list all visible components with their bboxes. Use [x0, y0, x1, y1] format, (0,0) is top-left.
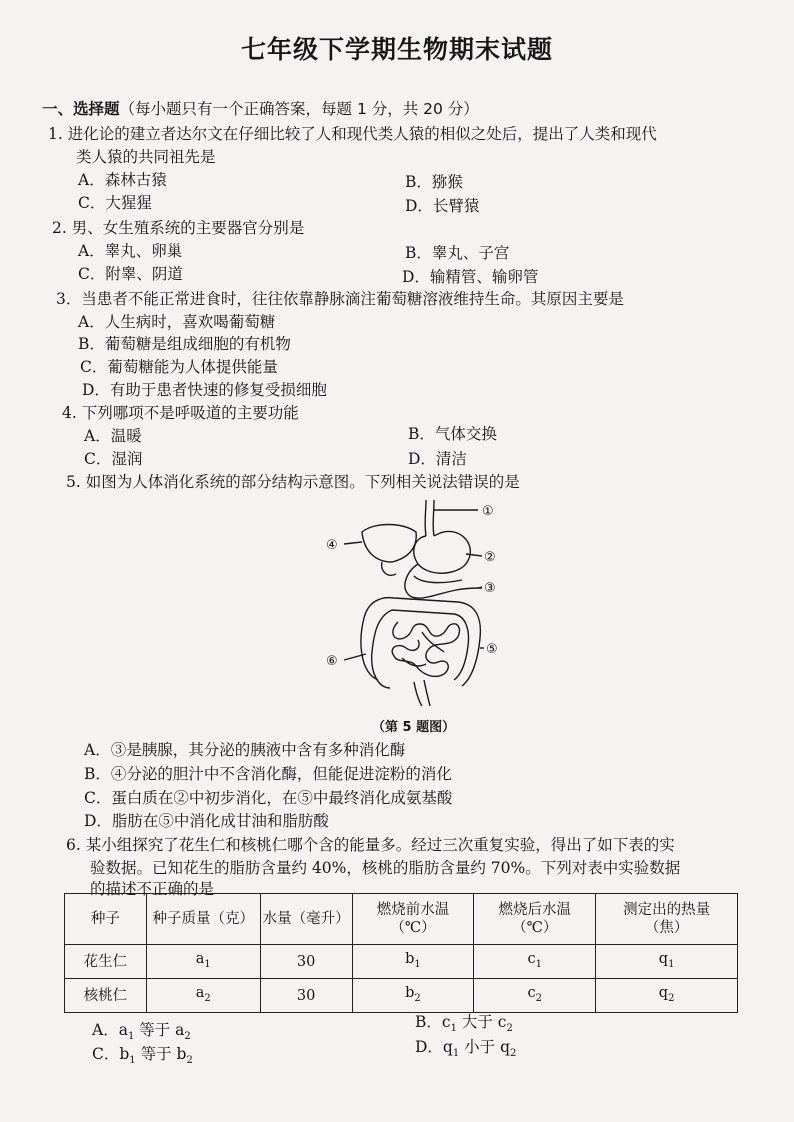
label-6: ⑥ [326, 654, 338, 669]
q4-option-b: B．气体交换 [408, 425, 497, 443]
table-cell: 30 [260, 945, 352, 979]
q4-option-d: D．清洁 [408, 450, 467, 468]
q2-option-a: A．睾丸、卵巢 [78, 242, 183, 260]
q6-option-d: D．$q_1$ 小于 $q_2$ [415, 1038, 517, 1060]
q5-option-a: A．③是胰腺，其分泌的胰液中含有多种消化酶 [84, 741, 406, 759]
table-row [65, 979, 738, 1013]
q2-option-c: C．附睾、阴道 [78, 265, 183, 283]
label-3: ③ [484, 581, 496, 596]
q6-stem-line3: 的描述不正确的是 [90, 880, 215, 898]
table-cell: $c_1$ [474, 945, 596, 979]
q4-option-c: C．湿润 [84, 450, 143, 468]
q2-option-b: B．睾丸、子宫 [405, 244, 510, 262]
table-cell: 核桃仁 [65, 979, 147, 1013]
q1-option-d: D．长臂猿 [405, 197, 480, 215]
page-title: 七年级下学期生物期末试题 [240, 35, 553, 64]
table-row [65, 945, 738, 979]
q5-option-c: C．蛋白质在②中初步消化，在⑤中最终消化成氨基酸 [84, 789, 453, 807]
q1-option-a: A．森林古猿 [78, 171, 167, 189]
q5-option-d: D．脂肪在⑤中消化成甘油和脂肪酸 [84, 812, 329, 830]
experiment-table [64, 893, 738, 1013]
header-cell: 种子 [65, 894, 147, 945]
q1-option-b: B．猕猴 [405, 173, 463, 191]
figure-caption: （第 5 题图） [372, 720, 456, 735]
table-cell: 30 [260, 979, 352, 1013]
section-note: （每小题只有一个正确答案，每题 1 分，共 20 分） [119, 100, 479, 118]
q3-option-b: B．葡萄糖是组成细胞的有机物 [78, 335, 291, 353]
label-5: ⑤ [486, 642, 498, 657]
label-4: ④ [326, 538, 338, 553]
q4-stem: 4. 下列哪项不是呼吸道的主要功能 [62, 404, 299, 422]
section-label: 一、选择题 [42, 100, 120, 118]
q5-stem: 5. 如图为人体消化系统的部分结构示意图。下列相关说法错误的是 [66, 473, 520, 491]
q3-option-c: C．葡萄糖能为人体提供能量 [80, 358, 278, 376]
header-cell: 种子质量（克） [146, 894, 260, 945]
q6-option-b: B．$c_1$ 大于 $c_2$ [415, 1013, 513, 1035]
table-cell: $c_2$ [474, 979, 596, 1013]
q6-option-c: C．$b_1$ 等于 $b_2$ [92, 1045, 193, 1067]
q3-option-d: D．有助于患者快速的修复受损细胞 [82, 381, 327, 399]
table-cell: $q_1$ [596, 945, 738, 979]
table-cell: 花生仁 [65, 945, 147, 979]
section-heading [42, 99, 479, 119]
q4-option-a: A．温暖 [84, 427, 142, 445]
digestive-system-diagram [318, 492, 513, 710]
header-cell: 水量（毫升） [260, 894, 352, 945]
table-cell: $a_2$ [146, 979, 260, 1013]
q2-stem: 2. 男、女生殖系统的主要器官分别是 [52, 219, 305, 237]
q6-stem-line1: 6. 某小组探究了花生仁和核桃仁哪个含的能量多。经过三次重复实验，得出了如下表的实 [66, 836, 675, 854]
table-cell: $a_1$ [146, 945, 260, 979]
q6-option-a: A．$a_1$ 等于 $a_2$ [92, 1021, 191, 1043]
table-cell: $q_2$ [596, 979, 738, 1013]
q5-option-b: B．④分泌的胆汁中不含消化酶，但能促进淀粉的消化 [84, 765, 452, 783]
label-2: ② [484, 550, 496, 565]
q6-stem-line2: 验数据。已知花生的脂肪含量约 40%，核桃的脂肪含量约 70%。下列对表中实验数据 [90, 859, 681, 877]
q1-option-c: C．大猩猩 [78, 194, 152, 212]
table-cell: $b_2$ [352, 979, 474, 1013]
q1-stem-line2: 类人猿的共同祖先是 [76, 148, 216, 166]
header-cell: 燃烧后水温 （℃） [474, 894, 596, 945]
header-cell: 测定出的热量 （焦） [596, 894, 738, 945]
q2-option-d: D．输精管、输卵管 [402, 268, 539, 286]
q3-stem: 3．当患者不能正常进食时，往往依靠静脉滴注葡萄糖溶液维持生命。其原因主要是 [56, 290, 624, 308]
header-cell: 燃烧前水温 （℃） [352, 894, 474, 945]
table-cell: $b_1$ [352, 945, 474, 979]
table-header-row [65, 894, 738, 945]
q1-stem-line1: 1. 进化论的建立者达尔文在仔细比较了人和现代类人猿的相似之处后，提出了人类和现代 [48, 125, 657, 143]
q3-option-a: A．人生病时，喜欢喝葡萄糖 [78, 313, 276, 331]
label-1: ① [482, 504, 494, 519]
